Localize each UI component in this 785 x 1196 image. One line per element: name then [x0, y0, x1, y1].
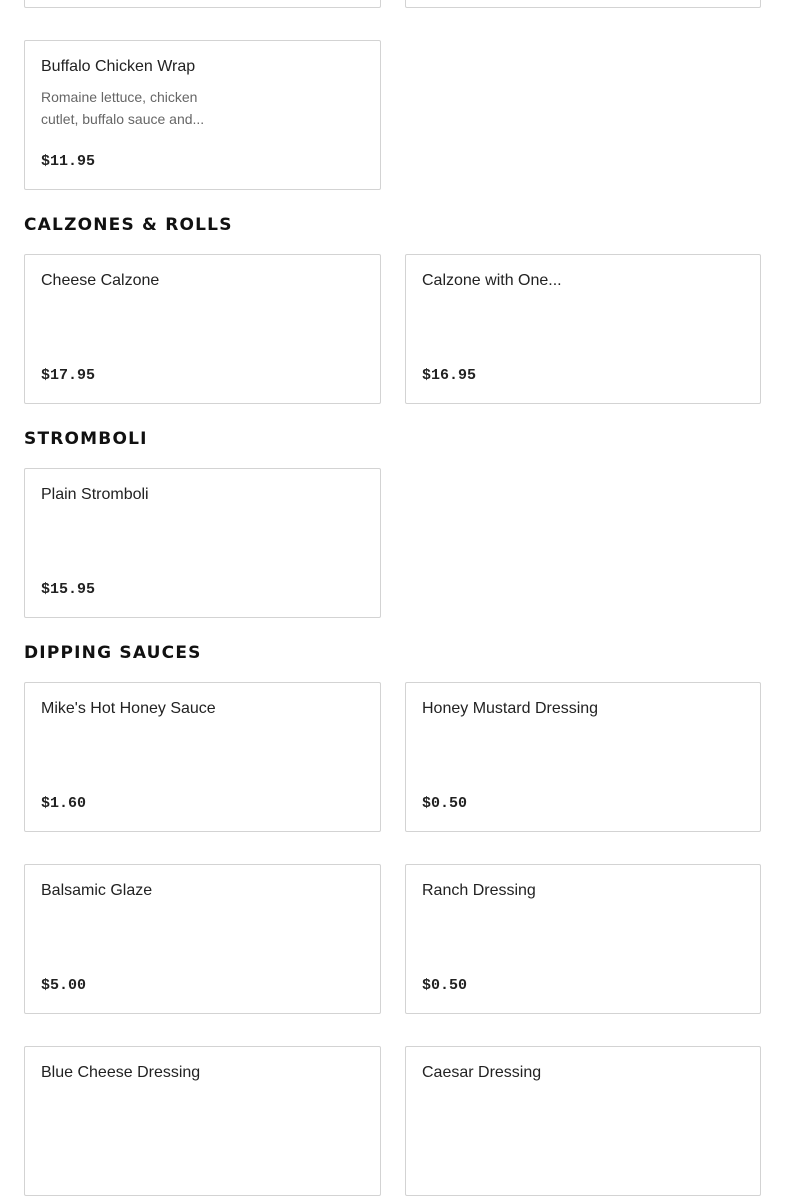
menu-item-price: $0.50 [422, 977, 468, 994]
menu-item-card[interactable] [405, 0, 761, 8]
menu-item-name: Honey Mustard Dressing [422, 700, 599, 717]
menu-item-name: Blue Cheese Dressing [41, 1064, 201, 1081]
menu-item-card[interactable] [24, 864, 381, 1014]
menu-item-price: $1.60 [41, 795, 87, 812]
menu-item-card[interactable] [24, 0, 381, 8]
menu-item-name: Mike's Hot Honey Sauce [41, 700, 216, 717]
menu-item-card[interactable] [24, 1046, 381, 1196]
menu-item-name: Cheese Calzone [41, 272, 160, 289]
menu-item-card[interactable] [405, 1046, 761, 1196]
menu-item-name: Calzone with One... [422, 272, 562, 289]
menu-item-card[interactable] [405, 864, 761, 1014]
menu-item-name: Buffalo Chicken Wrap [41, 58, 196, 75]
menu-item-price: $17.95 [41, 367, 96, 384]
menu-item-name: Ranch Dressing [422, 882, 536, 899]
menu-item-card[interactable] [405, 682, 761, 832]
section-heading: CALZONES & ROLLS [24, 215, 233, 235]
menu-item-price: $5.00 [41, 977, 87, 994]
menu-item-card[interactable] [24, 40, 381, 190]
section-heading: DIPPING SAUCES [24, 643, 202, 663]
menu-item-name: Plain Stromboli [41, 486, 149, 503]
menu-item-description: Romaine lettuce, chicken cutlet, buffalo sauce and... [41, 89, 205, 127]
menu-item-card[interactable] [24, 468, 381, 618]
menu-item-card[interactable] [405, 254, 761, 404]
menu-item-card[interactable] [24, 682, 381, 832]
menu-item-price: $15.95 [41, 581, 96, 598]
menu-item-price: $16.95 [422, 367, 477, 384]
menu-item-name: Balsamic Glaze [41, 882, 153, 899]
menu-item-card[interactable] [24, 254, 381, 404]
menu-item-price: $0.50 [422, 795, 468, 812]
section-heading: STROMBOLI [24, 429, 148, 449]
menu-item-name: Caesar Dressing [422, 1064, 542, 1081]
menu-item-price: $11.95 [41, 153, 96, 170]
